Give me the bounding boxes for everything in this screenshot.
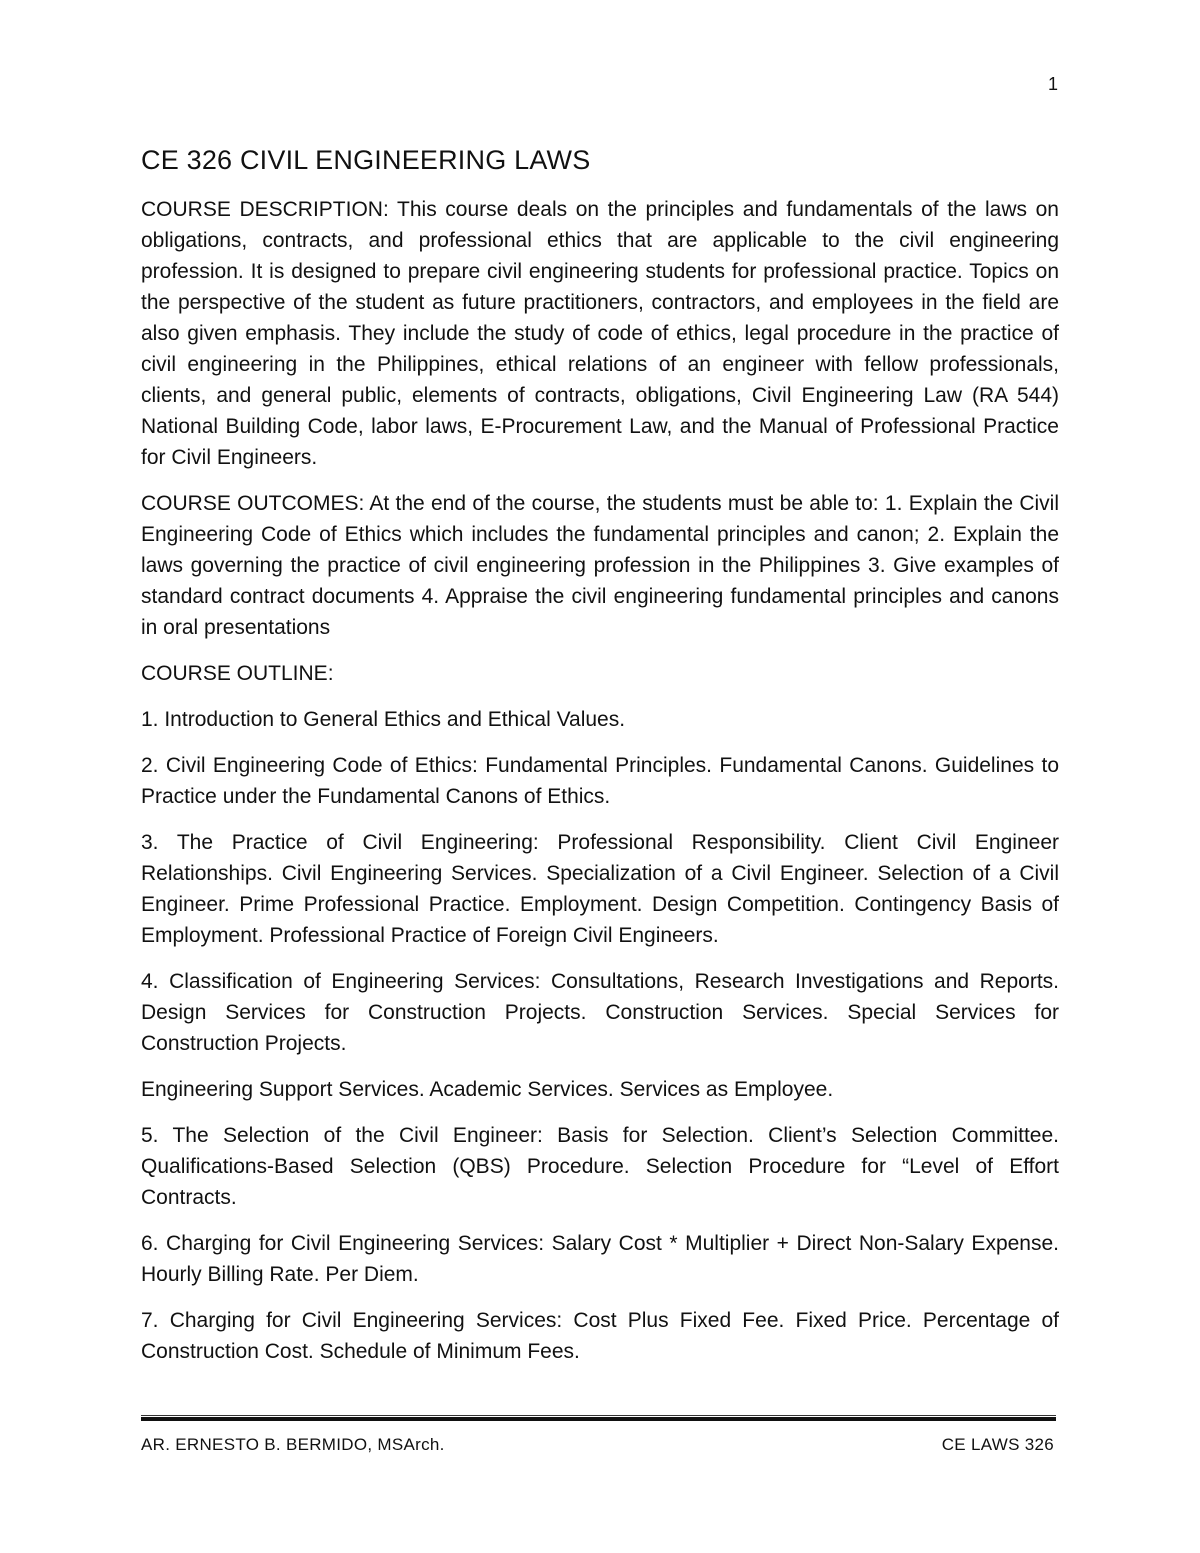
footer-course-code: CE LAWS 326 (941, 1435, 1054, 1454)
outline-item-4-continued: Engineering Support Services. Academic Services. Services as Employee. (141, 1078, 834, 1101)
course-outcomes: COURSE OUTCOMES: At the end of the course, the students must be able to: 1. Explain the Civil Engineering Code of Ethics which includes the fundamental principles and canon; 2. Explain the laws governing the practice of civil engineering profession in the Philippines 3. Give examples of standard contract documents 4. Appraise the civil engineering fundamental principles and canons in oral presentations (141, 492, 1059, 639)
outline-item-4: 4. Classification of Engineering Services: Consultations, Research Investigations and Reports. Design Services for Construction Projects. Construction Services. Special Services for Construction Projects. (141, 970, 1059, 1055)
outline-item-3: 3. The Practice of Civil Engineering: Professional Responsibility. Client Civil Engineer Relationships. Civil Engineering Services. Specialization of a Civil Engineer. Selection of a Civil Engineer. Prime Professional Practice. Employment. Design Competition. Contingency Basis of Employment. Professional Practice of Foreign Civil Engineers. (141, 831, 1059, 947)
footer-divider (141, 1417, 1056, 1421)
document-body (141, 140, 1059, 1382)
page-number: 1 (1047, 74, 1058, 94)
document-title: CE 326 CIVIL ENGINEERING LAWS (141, 145, 591, 175)
outline-item-7: 7. Charging for Civil Engineering Services: Cost Plus Fixed Fee. Fixed Price. Percentage of Construction Cost. Schedule of Minimum Fees. (141, 1309, 1059, 1363)
footer-author: AR. ERNESTO B. BERMIDO, MSArch. (141, 1435, 445, 1454)
outline-item-2: 2. Civil Engineering Code of Ethics: Fundamental Principles. Fundamental Canons. Guidelines to Practice under the Fundamental Canons of Ethics. (141, 754, 1059, 808)
course-description: COURSE DESCRIPTION: This course deals on the principles and fundamentals of the laws on obligations, contracts, and professional ethics that are applicable to the civil engineering profession. It is designed to prepare civil engineering students for professional practice. Topics on the perspective of the student as future practitioners, contractors, and employees in the field are also given emphasis. They include the study of code of ethics, legal procedure in the practice of civil engineering in the Philippines, ethical relations of an engineer with fellow professionals, clients, and general public, elements of contracts, obligations, Civil Engineering Law (RA 544) National Building Code, labor laws, E-Procurement Law, and the Manual of Professional Practice for Civil Engineers. (141, 198, 1059, 469)
outline-item-6: 6. Charging for Civil Engineering Services: Salary Cost * Multiplier + Direct Non-Salary Expense. Hourly Billing Rate. Per Diem. (141, 1232, 1059, 1286)
outline-item-5: 5. The Selection of the Civil Engineer: Basis for Selection. Client’s Selection Committee. Qualifications-Based Selection (QBS) Procedure. Selection Procedure for “Level of Effort Contracts. (141, 1124, 1059, 1209)
outline-item-1: 1. Introduction to General Ethics and Ethical Values. (141, 708, 626, 731)
course-outline-heading: COURSE OUTLINE: (141, 662, 334, 685)
